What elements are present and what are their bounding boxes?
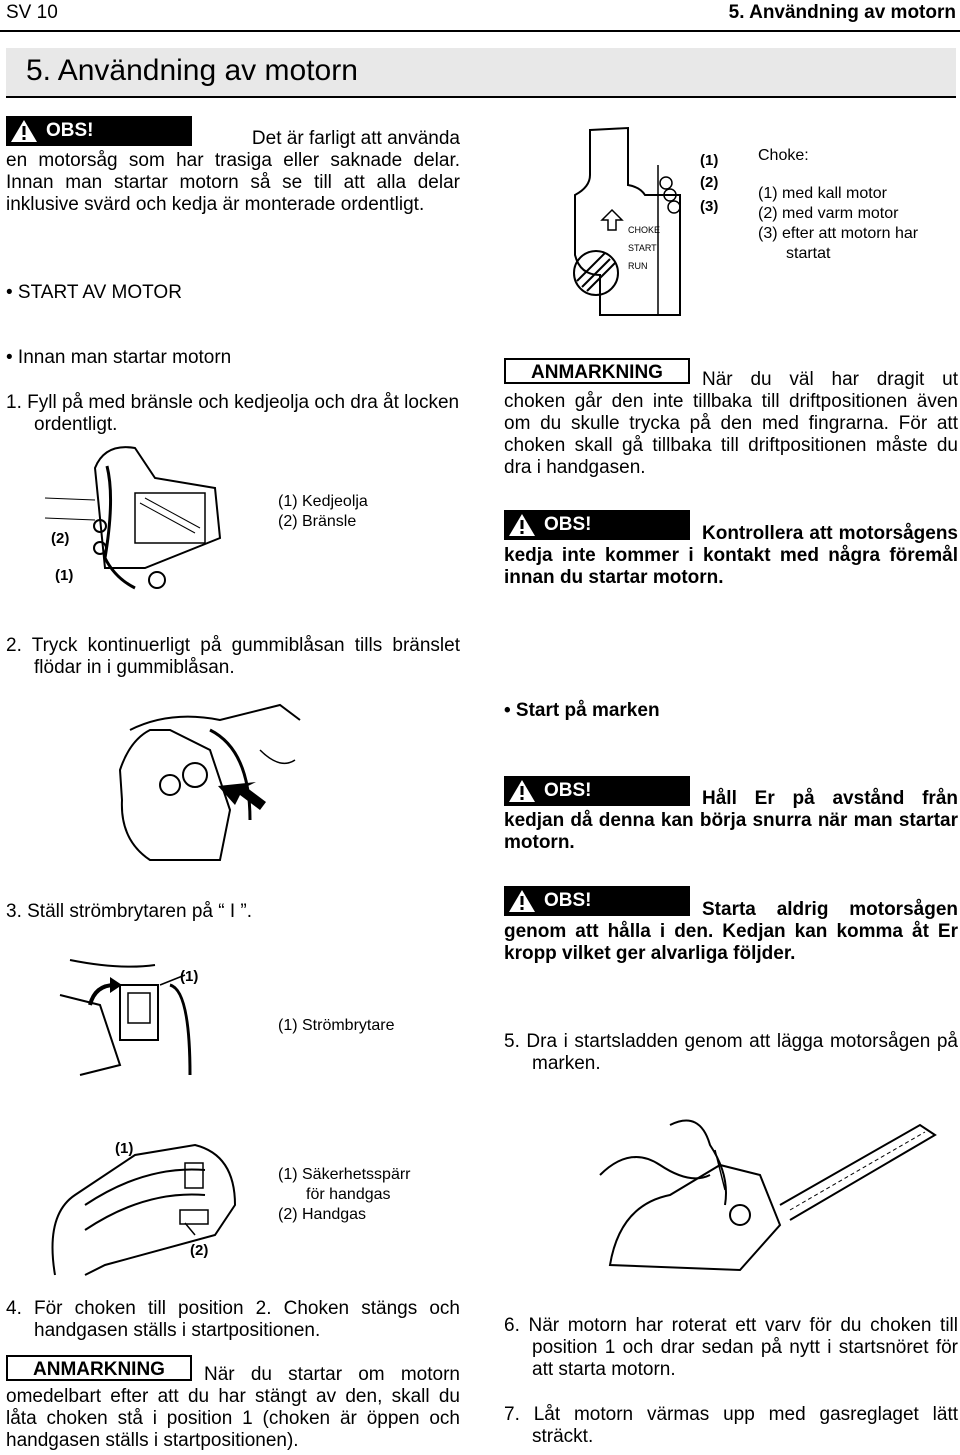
choke-mark-1: (1) [700, 152, 719, 169]
fuel-oil-figure [45, 438, 235, 598]
fig1-captions [278, 492, 368, 532]
obs-label: OBS! [544, 780, 592, 801]
anm-label: ANMARKNING [33, 1359, 165, 1380]
header-rule [0, 30, 960, 32]
warning-triangle-icon [10, 119, 38, 143]
fig3-mark: (1) [180, 968, 199, 985]
fig4-captions [278, 1165, 411, 1225]
obs-badge [6, 116, 192, 146]
fig1-caption: (1) Kedjeolja [278, 493, 368, 510]
choke-item: (3) efter att motorn har startat [758, 225, 919, 262]
choke-word: CHOKE [628, 225, 661, 235]
choke-mark-3: (3) [700, 198, 719, 215]
section-title-bar [6, 48, 956, 98]
ground-start-figure [590, 1105, 950, 1285]
choke-item: (1) med kall motor [758, 185, 887, 202]
step-2 [6, 635, 460, 679]
primer-bulb-figure [110, 690, 310, 880]
fig4-mark-1: (1) [115, 1140, 134, 1157]
run-word: RUN [628, 261, 648, 271]
step-2-text: 2. Tryck kontinuerligt på gummiblåsan tills bränslet flödar in i gummiblåsan. [6, 635, 460, 678]
step-6-text: 6. När motorn har roterat ett varv för du choken till position 1 och drar sedan på nytt i startsnöret för att starta motorn. [504, 1315, 958, 1380]
step-7 [504, 1404, 958, 1448]
step-1 [6, 392, 460, 436]
obs-label: OBS! [544, 514, 592, 535]
anm-label: ANMARKNING [531, 362, 663, 383]
start-word: START [628, 243, 657, 253]
start-heading: • START AV MOTOR [6, 282, 182, 303]
obs-label: OBS! [46, 120, 94, 141]
step-7-text: 7. Låt motorn värmas upp med gasreglaget lätt sträckt. [504, 1404, 958, 1447]
choke-figure [560, 125, 730, 320]
fig4-caption: (2) Handgas [278, 1206, 367, 1223]
before-heading: • Innan man startar motorn [6, 347, 232, 368]
fig4-mark-2: (2) [190, 1242, 209, 1259]
obs-label: OBS! [544, 890, 592, 911]
choke-title: Choke: [758, 147, 809, 164]
fig1-mark-1: (1) [55, 567, 74, 584]
obs1-first-line: Det är farligt att använda [251, 128, 460, 149]
fig1-mark-2: (2) [51, 530, 70, 547]
page-number: SV 10 [6, 2, 58, 23]
step-5 [504, 1031, 958, 1075]
step-1-text: 1. Fyll på med bränsle och kedjeolja och dra åt locken ordentligt. [6, 392, 460, 435]
obs1-text: en motorsåg som har trasiga eller saknade delar. Innan man startar motorn så se till att alla delar inklusive svärd och kedja är monterade ordentligt. [6, 150, 460, 215]
step-6 [504, 1315, 958, 1381]
throttle-lock-figure [45, 1135, 245, 1285]
section-title: 5. Användning av motorn [26, 54, 358, 87]
choke-list [758, 184, 958, 264]
choke-mark-2: (2) [700, 174, 719, 191]
fig4-caption: för handgas [306, 1186, 391, 1203]
fig1-caption: (2) Bränsle [278, 513, 357, 530]
step-4-text: 4. För choken till position 2. Choken stängs och handgasen ställs i startpositionen. [6, 1298, 460, 1341]
switch-figure [60, 955, 260, 1085]
note-2: När du startar om motorn omedelbart efter att du har stängt av den, skall du låta choken stå i position 1 (choken är öppen och handgasen ställs i startpositionen). [6, 1364, 460, 1451]
step-4 [6, 1298, 460, 1342]
fig3-caption: (1) Strömbrytare [278, 1017, 395, 1034]
obs-3-text: Håll Er på avstånd från kedjan då denna kan börja snurra när man startar motorn. [504, 788, 958, 853]
obs-4-text: Starta aldrig motorsågen genom att hålla i den. Kedjan kan komma åt Er kropp vilket ger alvarliga följder. [504, 899, 958, 964]
ground-heading: • Start på marken [504, 700, 660, 721]
step-5-text: 5. Dra i startsladden genom att lägga motorsågen på marken. [504, 1031, 958, 1074]
obs-2-text: Kontrollera att motorsågens kedja inte kommer i kontakt med några föremål innan du startar motorn. [504, 523, 958, 588]
note-1: När du väl har dragit ut choken går den inte tillbaka till driftpositionen även om du skulle trycka på den med fingrarna. För att choken skall gå tillbaka till driftpositionen måste du dra i handgasen. [504, 369, 958, 478]
step-3: 3. Ställ strömbrytaren på “ I ”. [6, 901, 253, 922]
choke-item: (2) med varm motor [758, 205, 899, 222]
fig4-caption: (1) Säkerhetsspärr [278, 1166, 411, 1183]
chapter-header: 5. Användning av motorn [728, 2, 956, 23]
